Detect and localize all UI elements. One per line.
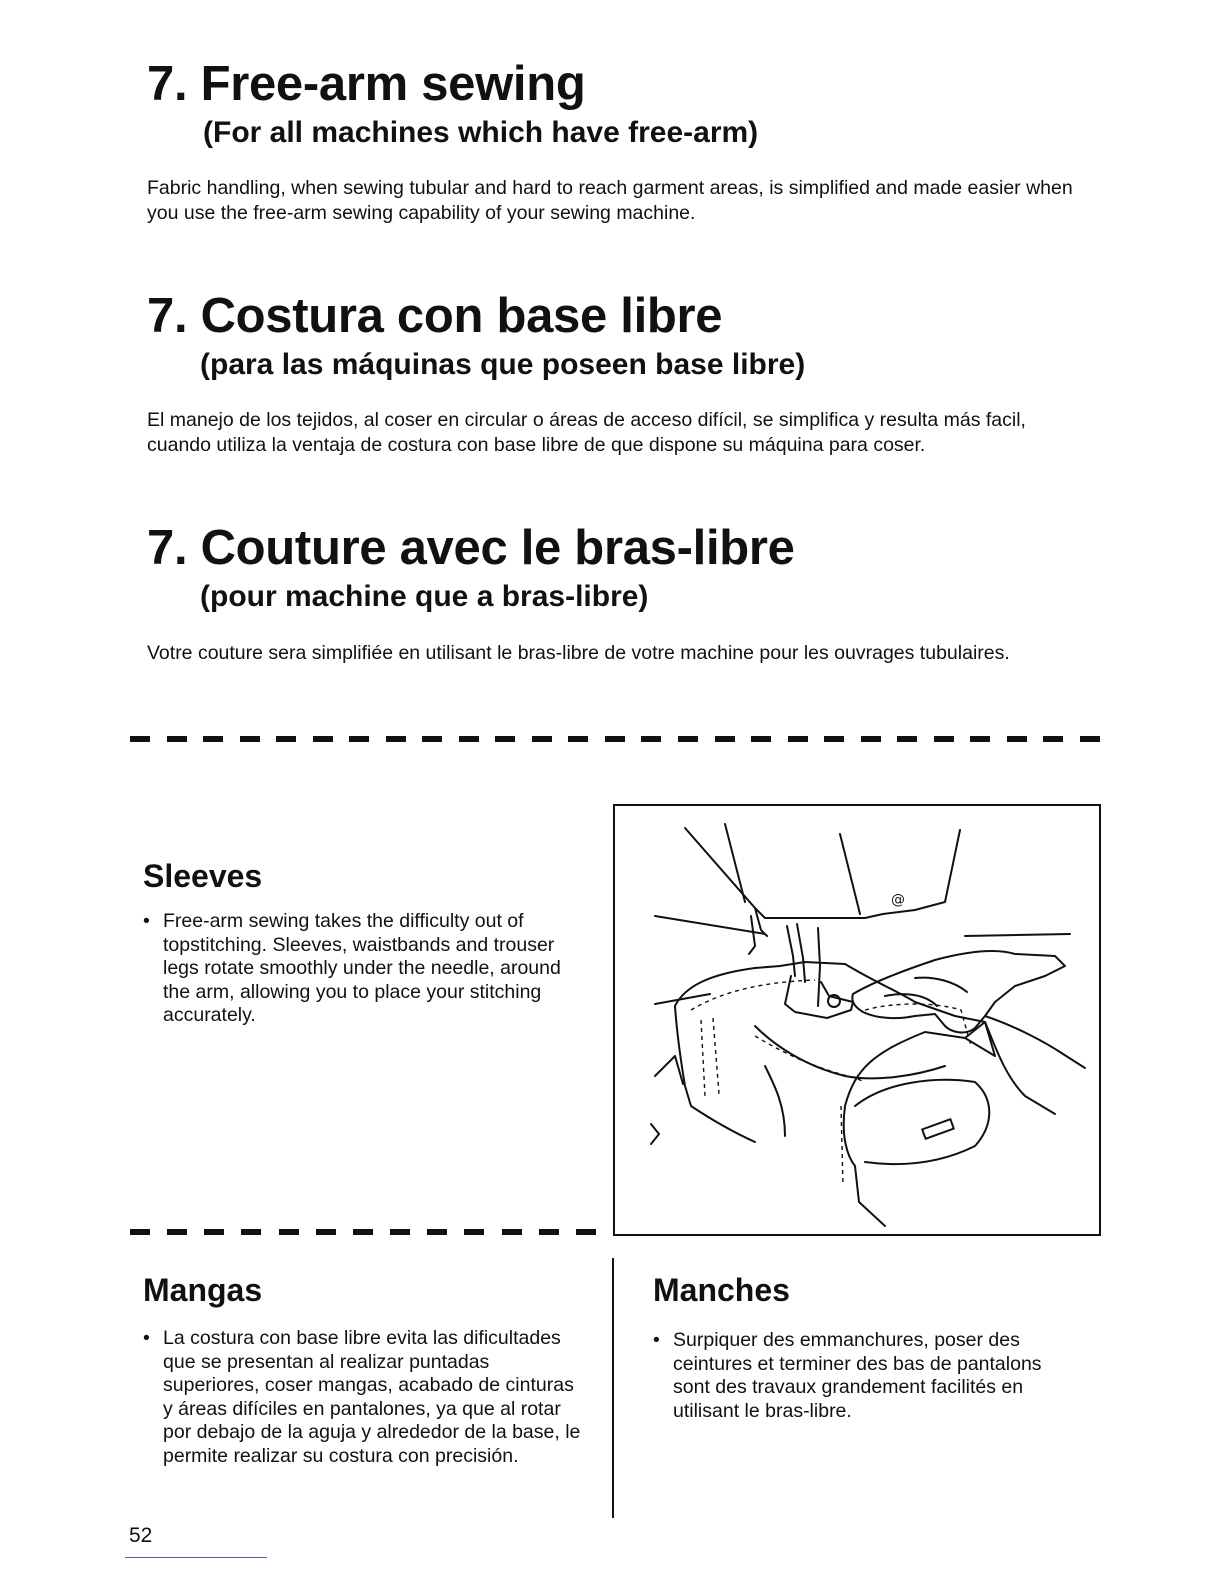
section-es-body: El manejo de los tejidos, al coser en circular o áreas de acceso difícil, se simplifica y resulta más facil, cuando utiliza la ventaja de costura con base libre de que dispone su máquina para coser. [147, 409, 1026, 456]
machine-head-outline [685, 828, 960, 918]
stitch-line-3 [713, 1018, 719, 1094]
bullet-dot: • [143, 1327, 150, 1349]
machine-head-line-2 [840, 834, 860, 914]
thumb-screw [749, 916, 755, 954]
wrist-line [985, 1016, 1085, 1068]
fabric-left-corner [655, 1056, 683, 1084]
needle-bar [787, 926, 795, 976]
sleeve-fold [765, 1066, 785, 1136]
section-es-subheading: (para las máquinas que poseen base libre) [200, 348, 806, 381]
stitch-line-6 [841, 1106, 843, 1186]
section-fr-subheading: (pour machine que a bras-libre) [200, 580, 649, 613]
manches-title: Manches [653, 1272, 790, 1308]
bullet-dot: • [653, 1329, 660, 1351]
page-number: 52 [129, 1524, 153, 1547]
sleeves-text: Free-arm sewing takes the difficulty out of topstitching. Sleeves, waistbands and trouser legs rotate smoothly under the needle, around the arm, allowing you to place your stitching accurately. [163, 910, 561, 1026]
section-fr-body: Votre couture sera simplifiée en utilisant le bras-libre de votre machine pour les ouvrages tubulaires. [147, 642, 1010, 664]
hand-outline [852, 951, 1065, 1032]
section-fr-heading: 7. Couture avec le bras-libre [147, 521, 795, 575]
column-divider [612, 1258, 614, 1518]
free-arm-bed-top [655, 916, 765, 934]
needle-bar-2 [797, 924, 805, 982]
needle [818, 928, 820, 1006]
dashed-divider-short [130, 1229, 596, 1235]
stitch-line-4 [755, 1036, 865, 1082]
section-en-subheading: (For all machines which have free-arm) [203, 116, 759, 149]
machine-head-line [725, 824, 745, 902]
stitch-line-5 [865, 1004, 971, 1046]
sleeve-outline [675, 962, 995, 1226]
sleeve-cuff [855, 1080, 989, 1164]
section-en-body: Fabric handling, when sewing tubular and hard to reach garment areas, is simplified and made easier when you use the free-arm sewing capability of your sewing machine. [147, 177, 1073, 224]
illustration-frame [613, 804, 1101, 1236]
free-arm-bed-right [965, 934, 1070, 936]
sleeve-left-edge [675, 1006, 755, 1142]
dial-mark-icon: @ [891, 892, 905, 908]
mangas-title: Mangas [143, 1272, 263, 1308]
footer-rule [125, 1557, 267, 1558]
fabric-right-edge [965, 1022, 1055, 1114]
section-en-heading: 7. Free-arm sewing [147, 57, 586, 111]
sleeves-bullet-item [143, 910, 563, 1028]
mangas-bullet-item [143, 1327, 583, 1468]
free-arm-badge [922, 1119, 954, 1139]
free-arm-sewing-illustration [615, 806, 1099, 1234]
mangas-text: La costura con base libre evita las dificultades que se presentan al realizar puntadas superiores, coser mangas, acabado de cinturas y áreas difíciles en pantalones, ya que al rotar por debajo de la aguja y alrededor de la base, le permite realizar su costura con precisión. [163, 1327, 581, 1467]
manches-text: Surpiquer des emmanchures, poser des ceintures et terminer des bas de pantalons sont des travaux grandement facilités en utilisant le bras-libre. [673, 1329, 1042, 1422]
sleeves-title: Sleeves [143, 858, 263, 894]
fabric-tag [651, 1124, 659, 1144]
bullet-dot: • [143, 910, 150, 932]
dashed-divider-full [130, 736, 1100, 742]
stitch-line-2 [701, 1020, 705, 1096]
manches-bullet-item [653, 1329, 1083, 1423]
hand-finger-line-2 [915, 978, 967, 992]
section-es-heading: 7. Costura con base libre [147, 289, 723, 343]
